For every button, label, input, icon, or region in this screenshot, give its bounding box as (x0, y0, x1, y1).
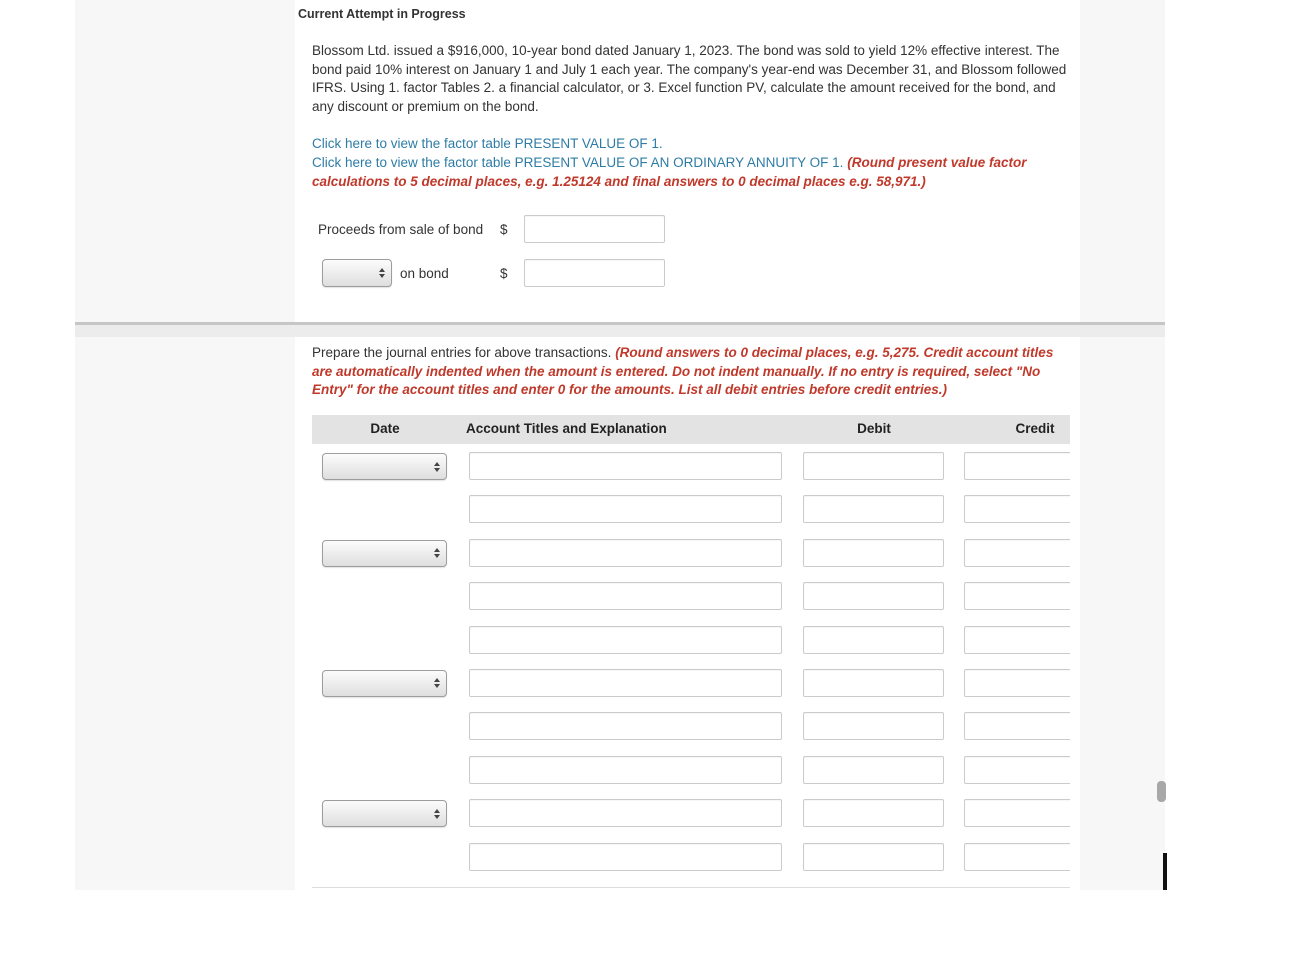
dollar-sign: $ (500, 222, 508, 237)
credit-amount-input[interactable] (964, 582, 1070, 610)
journal-row (312, 836, 1070, 879)
updown-arrows-icon (434, 462, 440, 472)
date-column-header: Date (370, 421, 400, 436)
credit-amount-input[interactable] (964, 756, 1070, 784)
account-title-input[interactable] (469, 669, 782, 697)
current-attempt-section (295, 0, 1080, 322)
journal-row (312, 705, 1070, 748)
account-title-input[interactable] (469, 843, 782, 871)
debit-amount-input[interactable] (803, 843, 944, 871)
account-title-input[interactable] (469, 626, 782, 654)
debit-amount-input[interactable] (803, 669, 944, 697)
account-title-input[interactable] (469, 582, 782, 610)
debit-amount-input[interactable] (803, 452, 944, 480)
journal-rounding-instruction: (Round answers to 0 decimal places, e.g. 5,275. Credit account titles are automatically indented when the amount is entered. Do not indent manually. If no entry is required, select "No Entry" for the account titles and enter 0 for the amounts. List all debit entries before credit entries.) (312, 345, 1054, 398)
credit-column-header: Credit (1015, 421, 1055, 436)
updown-arrows-icon (434, 678, 440, 688)
journal-instruction (312, 344, 1072, 400)
updown-arrows-icon (434, 809, 440, 819)
present-value-table-link[interactable]: Click here to view the factor table PRESENT VALUE OF 1. (312, 136, 663, 151)
journal-row (312, 532, 1070, 575)
journal-row (312, 619, 1070, 662)
date-select[interactable] (322, 540, 447, 567)
debit-amount-input[interactable] (803, 539, 944, 567)
journal-entries-section (295, 337, 1080, 890)
debit-amount-input[interactable] (803, 495, 944, 523)
journal-table-body (312, 445, 1070, 879)
dollar-sign: $ (500, 266, 508, 281)
credit-amount-input[interactable] (964, 495, 1070, 523)
credit-amount-input[interactable] (964, 452, 1070, 480)
journal-row (312, 575, 1070, 618)
journal-table-header (312, 415, 1070, 444)
account-column-header: Account Titles and Explanation (466, 421, 667, 436)
account-title-input[interactable] (469, 452, 782, 480)
date-select[interactable] (322, 453, 447, 480)
premium-discount-select[interactable] (322, 259, 392, 287)
journal-row (312, 662, 1070, 705)
premium-discount-input[interactable] (524, 259, 665, 287)
journal-instruction-text: Prepare the journal entries for above transactions. (312, 345, 612, 360)
scrollbar-thumb[interactable] (1163, 853, 1167, 890)
debit-amount-input[interactable] (803, 799, 944, 827)
updown-arrows-icon (434, 548, 440, 558)
updown-arrows-icon (379, 268, 385, 278)
debit-amount-input[interactable] (803, 712, 944, 740)
account-title-input[interactable] (469, 799, 782, 827)
problem-statement: Blossom Ltd. issued a $916,000, 10-year bond dated January 1, 2023. The bond was sold to yield 12% effective interest. The bond paid 10% interest on January 1 and July 1 each year. The company's year-end was December 31, and Blossom followed IFRS. Using 1. factor Tables 2. a financial calculator, or 3. Excel function PV, calculate the amount received for the bond, and any discount or premium on the bond. (312, 43, 1067, 114)
table-bottom-divider (312, 887, 1070, 888)
account-title-input[interactable] (469, 539, 782, 567)
credit-amount-input[interactable] (964, 669, 1070, 697)
debit-column-header: Debit (857, 421, 891, 436)
proceeds-label: Proceeds from sale of bond (318, 222, 484, 237)
factor-table-links (312, 135, 1068, 191)
proceeds-input[interactable] (524, 215, 665, 243)
credit-amount-input[interactable] (964, 843, 1070, 871)
credit-amount-input[interactable] (964, 626, 1070, 654)
account-title-input[interactable] (469, 495, 782, 523)
journal-row (312, 445, 1070, 488)
credit-amount-input[interactable] (964, 539, 1070, 567)
credit-amount-input[interactable] (964, 712, 1070, 740)
on-bond-label: on bond (400, 266, 449, 281)
account-title-input[interactable] (469, 712, 782, 740)
section-title: Current Attempt in Progress (298, 7, 466, 21)
rounding-instruction: (Round present value factor calculations to 5 decimal places, e.g. 1.25124 and final answers to 0 decimal places e.g. 58,971.) (312, 154, 1027, 189)
ordinary-annuity-table-link[interactable]: Click here to view the factor table PRESENT VALUE OF AN ORDINARY ANNUITY OF 1. (312, 154, 844, 170)
journal-row (312, 488, 1070, 531)
scrollbar-track-fragment (1157, 781, 1166, 802)
journal-row (312, 792, 1070, 835)
section-divider (75, 322, 1165, 337)
date-select[interactable] (322, 670, 447, 697)
debit-amount-input[interactable] (803, 582, 944, 610)
debit-amount-input[interactable] (803, 626, 944, 654)
credit-amount-input[interactable] (964, 799, 1070, 827)
account-title-input[interactable] (469, 756, 782, 784)
date-select[interactable] (322, 800, 447, 827)
journal-row (312, 749, 1070, 792)
debit-amount-input[interactable] (803, 756, 944, 784)
